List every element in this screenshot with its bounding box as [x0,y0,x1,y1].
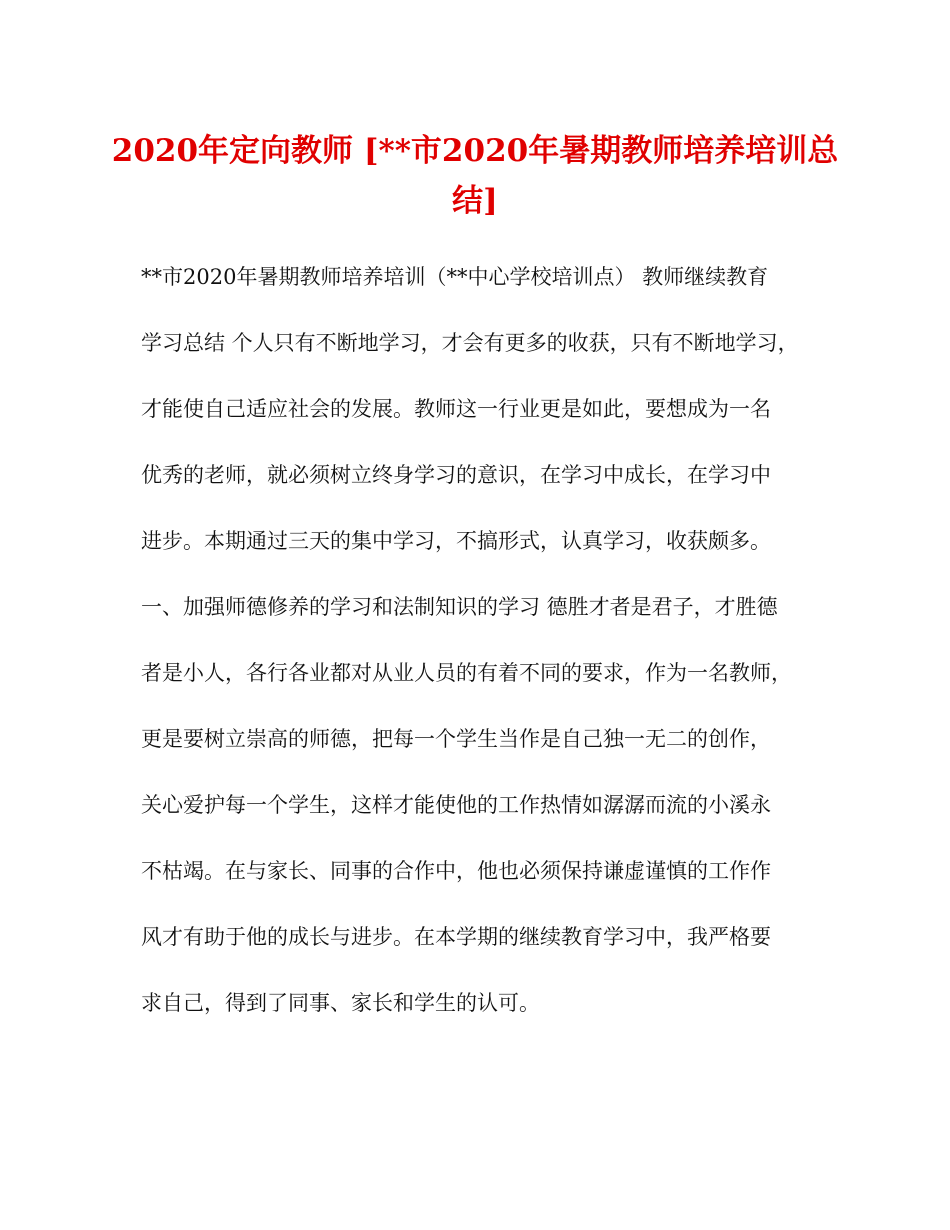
body-line-7: 者是小人，各行各业都对从业人员的有着不同的要求，作为一名教师， [141,661,792,685]
body-line-12: 求自己，得到了同事、家长和学生的认可。 [141,991,540,1015]
body-line-8: 更是要树立崇高的师德，把每一个学生当作是自己独一无二的创作， [141,727,771,751]
body-line-9: 关心爱护每一个学生，这样才能使他的工作热情如潺潺而流的小溪永 [141,793,771,817]
body-line-5: 进步。本期通过三天的集中学习，不搞形式，认真学习，收获颇多。 [141,529,771,553]
body-line-6: 一、加强师德修养的学习和法制知识的学习 德胜才者是君子，才胜德 [141,595,778,619]
document-title-line-1: 2020年定向教师 [**市2020年暑期教师培养培训总 [111,133,839,169]
body-line-4: 优秀的老师，就必须树立终身学习的意识，在学习中成长，在学习中 [141,463,771,487]
body-line-3: 才能使自己适应社会的发展。教师这一行业更是如此，要想成为一名 [141,397,771,421]
body-line-11: 风才有助于他的成长与进步。在本学期的继续教育学习中，我严格要 [141,925,771,949]
body-line-2: 学习总结 个人只有不断地学习，才会有更多的收获，只有不断地学习， [141,331,799,355]
document-title-line-2: 结] [452,183,498,219]
body-line-1: **市2020年暑期教师培养培训（**中心学校培训点） 教师继续教育 [141,265,769,289]
body-line-10: 不枯竭。在与家长、同事的合作中，他也必须保持谦虚谨慎的工作作 [141,859,771,883]
